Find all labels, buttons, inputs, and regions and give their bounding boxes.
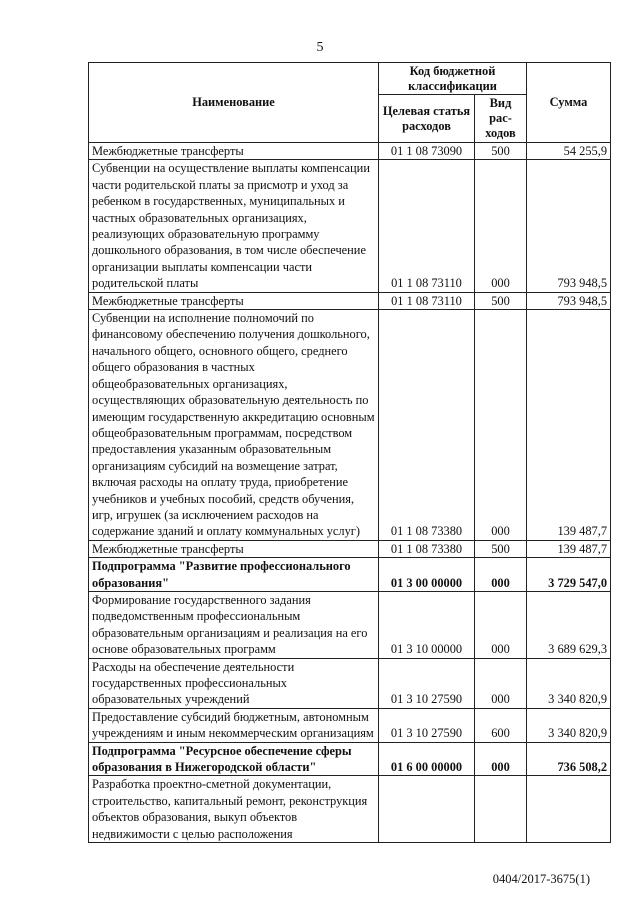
table-row: [89, 708, 611, 742]
header-expense-kind: Вид рас-ходов: [475, 95, 527, 143]
row-target-article: 01 3 00 00000: [379, 558, 475, 592]
row-expense-kind: 000: [475, 658, 527, 708]
row-name: Субвенции на осуществление выплаты компенсации части родительской платы за присмотр и уход за ребенком в государственных, муниципальных и частных образовательных организациях, реализующих образовательную программу дошкольного образования, в том числе обеспечение организации выплаты компенсации части родительской платы: [89, 160, 379, 292]
page-number: 5: [316, 40, 324, 55]
header-sum: Сумма: [527, 63, 611, 143]
row-target-article: [379, 776, 475, 843]
row-target-article: 01 1 08 73380: [379, 310, 475, 541]
table-row: [89, 558, 611, 592]
row-expense-kind: 000: [475, 310, 527, 541]
header-name: Наименование: [89, 63, 379, 143]
table-row: [89, 160, 611, 292]
row-target-article: 01 3 10 27590: [379, 708, 475, 742]
row-sum: 139 487,7: [527, 540, 611, 557]
row-expense-kind: 600: [475, 708, 527, 742]
row-name: Межбюджетные трансферты: [89, 143, 379, 160]
row-sum: 3 729 547,0: [527, 558, 611, 592]
table-row: [89, 742, 611, 776]
header-target-article: Целевая статья расходов: [379, 95, 475, 143]
row-name: Расходы на обеспечение деятельности государственных профессиональных образовательных учреждений: [89, 658, 379, 708]
row-expense-kind: 500: [475, 540, 527, 557]
row-name: Подпрограмма "Развитие профессионального образования": [89, 558, 379, 592]
document-code: 0404/2017-3675(1): [492, 872, 590, 886]
table-row: [89, 591, 611, 658]
row-expense-kind: 000: [475, 591, 527, 658]
row-expense-kind: 500: [475, 143, 527, 160]
row-target-article: 01 1 08 73090: [379, 143, 475, 160]
row-target-article: 01 1 08 73110: [379, 160, 475, 292]
row-sum: 3 340 820,9: [527, 708, 611, 742]
table-row: [89, 540, 611, 557]
row-name: Формирование государственного задания подведомственным профессиональным образовательным организациям и реализация на его основе образовательных программ: [89, 591, 379, 658]
table-row: [89, 292, 611, 309]
row-expense-kind: 000: [475, 558, 527, 592]
row-expense-kind: 500: [475, 292, 527, 309]
row-sum: 54 255,9: [527, 143, 611, 160]
row-target-article: 01 3 10 27590: [379, 658, 475, 708]
row-name: Подпрограмма "Ресурсное обеспечение сферы образования в Нижегородской области": [89, 742, 379, 776]
table-row: [89, 776, 611, 843]
row-target-article: 01 6 00 00000: [379, 742, 475, 776]
row-sum: [527, 776, 611, 843]
table-body: [89, 143, 611, 843]
row-name: Межбюджетные трансферты: [89, 292, 379, 309]
row-name: Предоставление субсидий бюджетным, автономным учреждениям и иным некоммерческим организациям: [89, 708, 379, 742]
row-expense-kind: [475, 776, 527, 843]
row-target-article: 01 1 08 73110: [379, 292, 475, 309]
table-row: [89, 310, 611, 541]
row-sum: 139 487,7: [527, 310, 611, 541]
row-sum: 3 340 820,9: [527, 658, 611, 708]
row-sum: 793 948,5: [527, 160, 611, 292]
row-expense-kind: 000: [475, 160, 527, 292]
budget-table: [88, 62, 611, 843]
row-target-article: 01 1 08 73380: [379, 540, 475, 557]
row-expense-kind: 000: [475, 742, 527, 776]
row-target-article: 01 3 10 00000: [379, 591, 475, 658]
table-row: [89, 143, 611, 160]
row-name: Разработка проектно-сметной документации, строительство, капитальный ремонт, реконструкция объектов образования, выкуп объектов недвижимости с целью расположения: [89, 776, 379, 843]
table-row: [89, 658, 611, 708]
row-name: Межбюджетные трансферты: [89, 540, 379, 557]
row-sum: 793 948,5: [527, 292, 611, 309]
row-sum: 3 689 629,3: [527, 591, 611, 658]
row-sum: 736 508,2: [527, 742, 611, 776]
row-name: Субвенции на исполнение полномочий по финансовому обеспечению получения дошкольного, начального общего, основного общего, среднего общего образования в частных общеобразовательных организациях, осуществляющих образовательную деятельность по имеющим государственную аккредитацию основным общеобразовательным программам, посредством предоставления указанным образовательным организациям субсидий на возмещение затрат, включая расходы на оплату труда, приобретение учебников и учебных пособий, средств обучения, игр, игрушек (за исключением расходов на содержание зданий и оплату коммунальных услуг): [89, 310, 379, 541]
header-code-group: Код бюджетной классификации: [379, 63, 527, 95]
